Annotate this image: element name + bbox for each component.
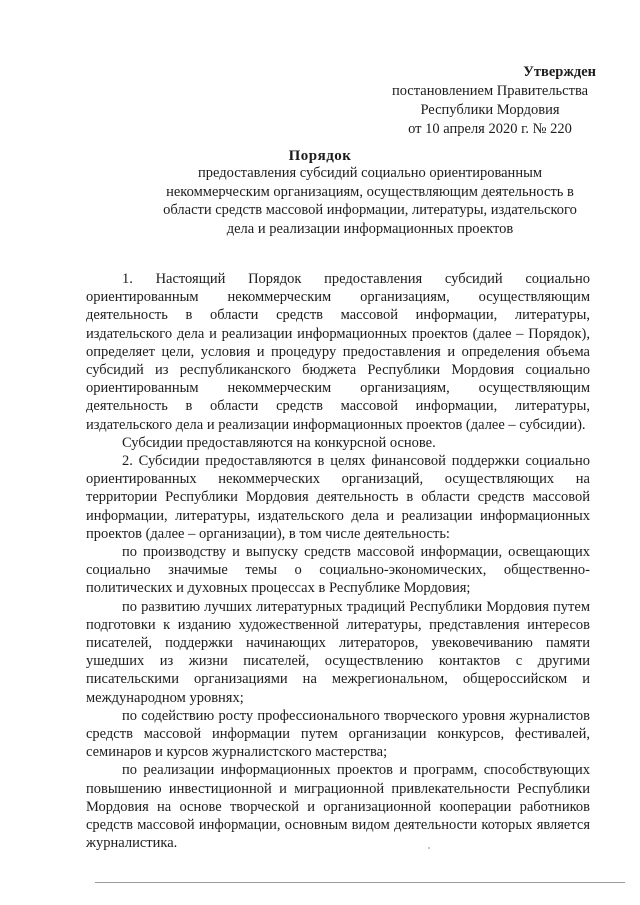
approval-line-3: от 10 апреля 2020 г. № 220 [408,121,572,137]
approval-title: Утвержден [523,64,596,80]
document-title: Порядок [288,148,352,164]
approval-block [380,63,600,139]
paragraph-1: 1. Настоящий Порядок предоставления субсидий социально ориентированным некоммерческим организациям, осуществляющим деятельность в области средств массовой информации, литературы, издательского дела и реализации информационных проектов (далее – Порядок), определяет цели, условия и процедуру предоставления и определения объема субсидий из республиканского бюджета Республики Мордовия социально ориентированным некоммерческим организациям, осуществляющим деятельность в области средств массовой информации, литературы, издательского дела и реализации информационных проектов (далее – субсидии). [86,271,590,433]
document-subtitle: предоставления субсидий социально ориентированным некоммерческим организациям, осуществляющим деятельность в области средств массовой информации, литературы, издательского дела и реализации информационных проектов [163,165,577,237]
paragraph-2: Субсидии предоставляются на конкурсной основе. [122,434,436,451]
footer-divider [95,882,625,883]
paragraph-4: по производству и выпуску средств массовой информации, освещающих социально значимые темы о социально-экономических, общественно-политических и духовных процессах в Республике Мордовия; [86,544,590,597]
paragraph-3: 2. Субсидии предоставляются в целях финансовой поддержки социально ориентированных некоммерческих организаций, осуществляющих на территории Республики Мордовия деятельность в области средств массовой информации, литературы, издательского дела и реализации информационных проектов (далее – организации), в том числе деятельность: [86,453,590,542]
paragraph-6: по содействию росту профессионального творческого уровня журналистов средств массовой информации путем организации конкурсов, фестивалей, семинаров и курсов журналистского мастерства; [86,707,590,761]
paragraph-7: по реализации информационных проектов и программ, способствующих повышению инвестиционной и миграционной привлекательности Республики Мордовия на основе творческой и организационной кооперации работников средств массовой информации, основным видом деятельности которых является журналистика. [86,762,590,852]
approval-line-2: Республики Мордовия [420,102,560,118]
approval-line-1: постановлением Правительства [391,83,589,99]
paragraph-5: по развитию лучших литературных традиций Республики Мордовия путем подготовки к изданию художественной литературы, представления интересов писателей, поддержки начинающих литераторов, увековечиванию памяти ушедших из жизни писателей, осуществлению контактов с другими писательскими организациями на межрегиональном, общероссийском и международном уровнях; [86,598,590,706]
scan-speck [428,847,430,849]
document-body [86,270,590,853]
